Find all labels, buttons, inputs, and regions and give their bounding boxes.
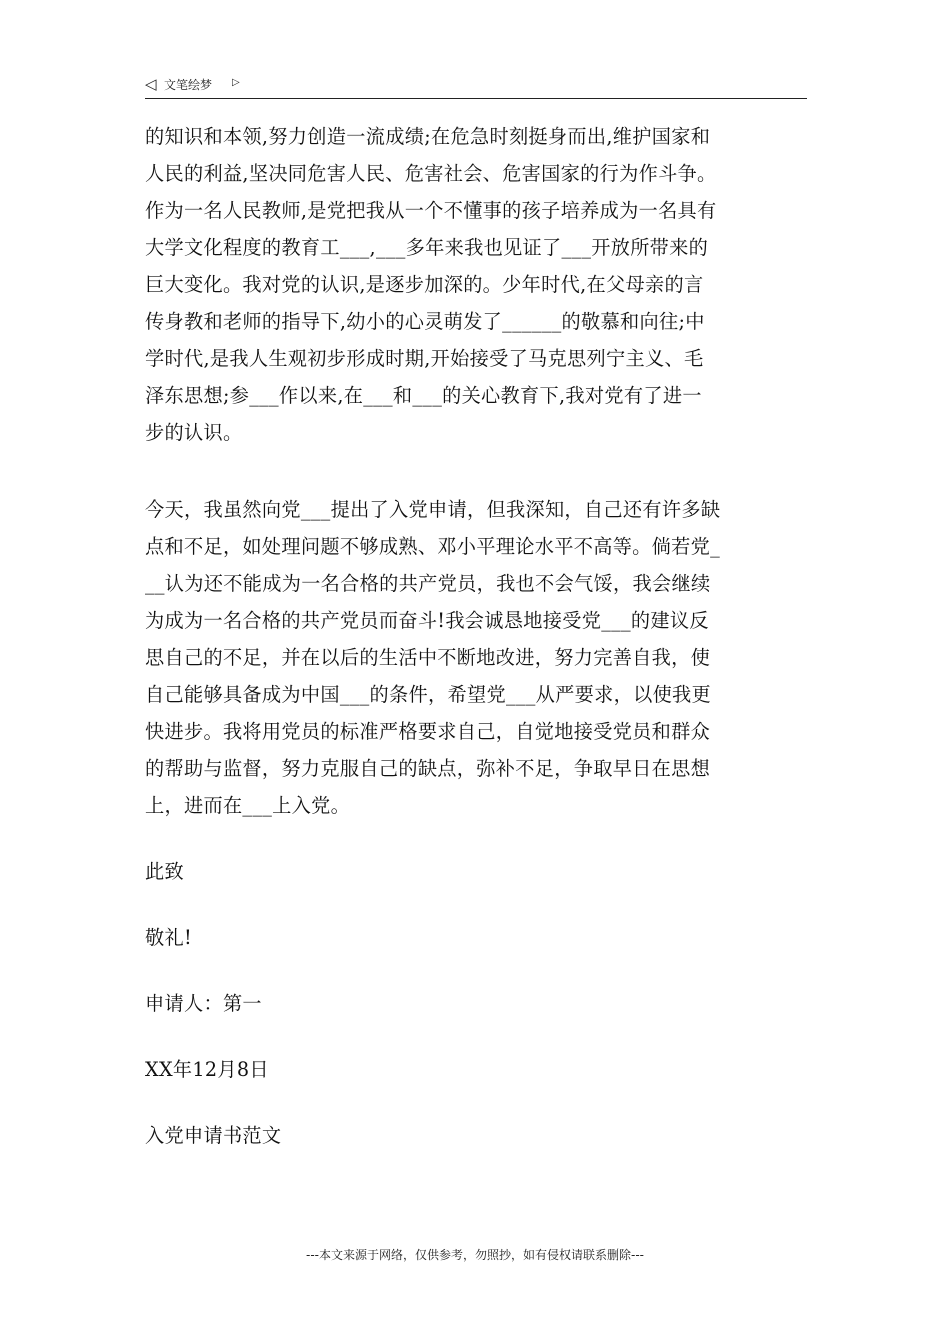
triangle-right-icon: ▷: [232, 77, 240, 88]
text-line: 巨大变化。我对党的认识,是逐步加深的。少年时代,在父母亲的言: [145, 273, 704, 296]
triangle-left-icon: ◁: [145, 75, 157, 93]
text-line: 点和不足，如处理问题不够成熟、邓小平理论水平不高等。倘若党_: [145, 535, 721, 558]
text-line: 人民的利益,坚决同危害人民、危害社会、危害国家的行为作斗争。: [145, 162, 717, 185]
text-line: 上，进而在___上入党。: [145, 794, 351, 817]
text-line: 学时代,是我人生观初步形成时期,开始接受了马克思列宁主义、毛: [145, 347, 704, 370]
text-line: __认为还不能成为一名合格的共产党员，我也不会气馁，我会继续: [145, 572, 711, 595]
text-line: 自己能够具备成为中国___的条件，希望党___从严要求，以使我更: [145, 683, 712, 706]
header-title: 文笔绘梦: [164, 78, 213, 92]
date-line: XX年12月8日: [145, 1058, 269, 1081]
text-line: 的知识和本领,努力创造一流成绩;在危急时刻挺身而出,维护国家和: [145, 125, 711, 148]
closing-line: 此致: [145, 860, 184, 883]
text-line: 为成为一名合格的共产党员而奋斗!我会诚恳地接受党___的建议反: [145, 609, 709, 632]
text-line: 传身教和老师的指导下,幼小的心灵萌发了______的敬慕和向往;中: [145, 310, 705, 333]
paragraph-1: [145, 118, 810, 451]
text-line: 泽东思想;参___作以来,在___和___的关心教育下,我对党有了进一: [145, 384, 702, 407]
next-section-title: 入党申请书范文: [145, 1124, 282, 1147]
text-line: 思自己的不足，并在以后的生活中不断地改进，努力完善自我，使: [145, 646, 711, 669]
text-line: 今天，我虽然向党___提出了入党申请，但我深知，自己还有许多缺: [145, 498, 721, 521]
text-line: 大学文化程度的教育工___,___多年来我也见证了___开放所带来的: [145, 236, 709, 259]
document-body: [145, 118, 810, 1154]
text-line: 快进步。我将用党员的标准严格要求自己，自觉地接受党员和群众: [145, 720, 711, 743]
applicant-line: 申请人：第一: [145, 992, 262, 1015]
page-footer: ---本文来源于网络，仅供参考，勿照抄，如有侵权请联系删除---: [306, 1248, 644, 1262]
page-header: [145, 74, 807, 99]
text-line: 作为一名人民教师,是党把我从一个不懂事的孩子培养成为一名具有: [145, 199, 717, 222]
salute-line: 敬礼!: [145, 926, 192, 949]
text-line: 步的认识。: [145, 421, 243, 444]
paragraph-2: [145, 491, 810, 824]
text-line: 的帮助与监督，努力克服自己的缺点，弥补不足，争取早日在思想: [145, 757, 711, 780]
